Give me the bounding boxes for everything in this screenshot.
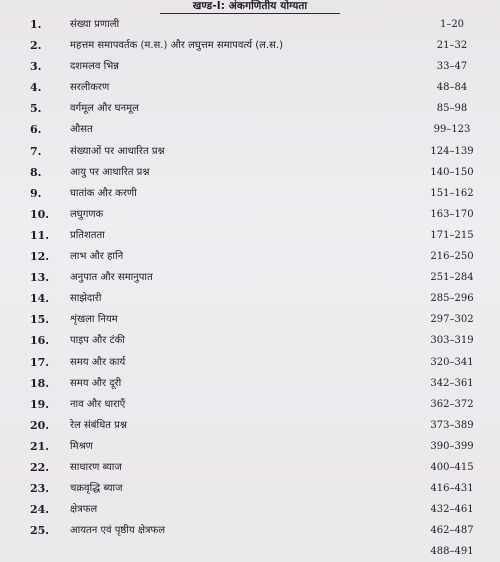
chapter-number: 3. (30, 60, 42, 74)
chapter-number: 18. (30, 376, 50, 390)
page-range: 33–47 (436, 61, 468, 73)
chapter-number: 8. (30, 165, 42, 179)
page-range: 1–20 (439, 19, 465, 30)
chapter-number: 6. (30, 123, 42, 137)
chapter-title: घातांक और करणी (70, 187, 137, 199)
toc-row (0, 394, 500, 415)
chapter-title: रेल संबंधित प्रश्न (70, 419, 127, 431)
page-range: 462–487 (430, 525, 474, 537)
toc-row (0, 204, 500, 225)
toc-row (0, 288, 500, 309)
chapter-number: 14. (30, 292, 50, 306)
chapter-title: अनुपात और समानुपात (70, 272, 153, 284)
toc-row (0, 56, 500, 77)
toc-row (0, 119, 500, 140)
toc-row (0, 77, 500, 98)
chapter-title: दशमलव भिन्न (70, 61, 119, 73)
toc-row (0, 246, 500, 267)
page-range: 488–491 (430, 546, 474, 558)
chapter-title: लाभ और हानि (70, 251, 124, 263)
chapter-number: 20. (30, 418, 50, 432)
chapter-number: 11. (30, 228, 50, 242)
toc-row (0, 352, 500, 373)
toc-row (0, 415, 500, 436)
page-range: 124–139 (430, 145, 474, 157)
chapter-title: संख्या प्रणाली (70, 19, 120, 30)
toc-row (0, 520, 500, 541)
chapter-number: 17. (30, 355, 50, 369)
chapter-number: 23. (30, 482, 50, 496)
chapter-title: औसत (70, 124, 93, 136)
chapter-title: महत्तम समापवर्तक (म.स.) और लघुत्तम समापवर्त्य (ल.स.) (70, 40, 283, 52)
page-range: 85–98 (436, 103, 468, 115)
chapter-number: 7. (30, 144, 42, 158)
section-heading-text: खण्ड-I: अंकगणितीय योग्यता (192, 0, 308, 12)
toc-row (0, 183, 500, 204)
table-of-contents (0, 14, 500, 562)
page-range: 140–150 (430, 166, 474, 178)
chapter-title: लघुगणक (70, 208, 104, 220)
page-range: 285–296 (430, 293, 474, 305)
page-range: 342–361 (430, 377, 474, 389)
chapter-number: 19. (30, 397, 50, 411)
page-range: 362–372 (430, 398, 474, 410)
toc-row (0, 98, 500, 119)
page-range: 21–32 (436, 40, 468, 52)
chapter-number: 4. (30, 81, 42, 95)
chapter-title: सरलीकरण (70, 82, 110, 94)
chapter-title: नाव और धाराएँ (70, 398, 126, 410)
toc-row (0, 330, 500, 351)
toc-row (0, 267, 500, 288)
page-range: 151–162 (430, 187, 474, 199)
page-range: 303–319 (430, 335, 474, 347)
page-range: 432–461 (430, 504, 474, 516)
toc-row (0, 14, 500, 35)
toc-row-partial (0, 541, 500, 562)
page-range: 251–284 (430, 272, 474, 284)
chapter-title: प्रतिशतता (70, 229, 105, 241)
page-range: 171–215 (430, 229, 474, 241)
page-range: 416–431 (430, 483, 474, 495)
toc-row (0, 225, 500, 246)
chapter-number: 16. (30, 334, 50, 348)
chapter-title: पाइप और टंकी (70, 335, 125, 347)
chapter-number: 24. (30, 503, 50, 517)
chapter-title: वर्गमूल और घनमूल (70, 103, 139, 115)
toc-row (0, 499, 500, 520)
toc-row (0, 436, 500, 457)
chapter-title: क्षेत्रफल (70, 504, 98, 516)
chapter-number: 1. (30, 18, 42, 31)
toc-row (0, 457, 500, 478)
chapter-title: संख्याओं पर आधारित प्रश्न (70, 145, 165, 157)
page-range: 163–170 (430, 208, 474, 220)
chapter-title: आयु पर आधारित प्रश्न (70, 166, 150, 178)
chapter-title: साधारण ब्याज (70, 461, 122, 473)
chapter-number: 22. (30, 460, 50, 474)
page-range: 216–250 (430, 251, 474, 263)
toc-row (0, 141, 500, 162)
section-heading (0, 0, 500, 14)
chapter-title: मिश्रण (70, 440, 93, 452)
chapter-number: 5. (30, 102, 42, 116)
chapter-title: चक्रवृद्धि ब्याज (70, 483, 123, 495)
page-range: 48–84 (436, 82, 468, 94)
chapter-number: 9. (30, 186, 42, 200)
page-range: 390–399 (430, 440, 474, 452)
toc-row (0, 309, 500, 330)
chapter-title: साझेदारी (70, 293, 102, 305)
chapter-number: 21. (30, 439, 50, 453)
chapter-title: समय और कार्य (70, 356, 126, 368)
page-range: 320–341 (430, 356, 474, 368)
chapter-number: 10. (30, 207, 50, 221)
page-range: 373–389 (430, 419, 474, 431)
chapter-number: 15. (30, 313, 50, 327)
page-range: 297–302 (430, 314, 474, 326)
toc-row (0, 373, 500, 394)
chapter-title: आयतन एवं पृष्ठीय क्षेत्रफल (70, 525, 166, 537)
chapter-number: 25. (30, 524, 50, 538)
toc-row (0, 35, 500, 56)
page-range: 99–123 (433, 124, 471, 136)
chapter-number: 13. (30, 271, 50, 285)
chapter-number: 12. (30, 250, 50, 264)
toc-row (0, 162, 500, 183)
chapter-number: 2. (30, 39, 42, 53)
chapter-title: शृंखला नियम (70, 314, 118, 326)
page-range: 400–415 (430, 461, 474, 473)
chapter-title: समय और दूरी (70, 377, 122, 389)
toc-row (0, 478, 500, 499)
